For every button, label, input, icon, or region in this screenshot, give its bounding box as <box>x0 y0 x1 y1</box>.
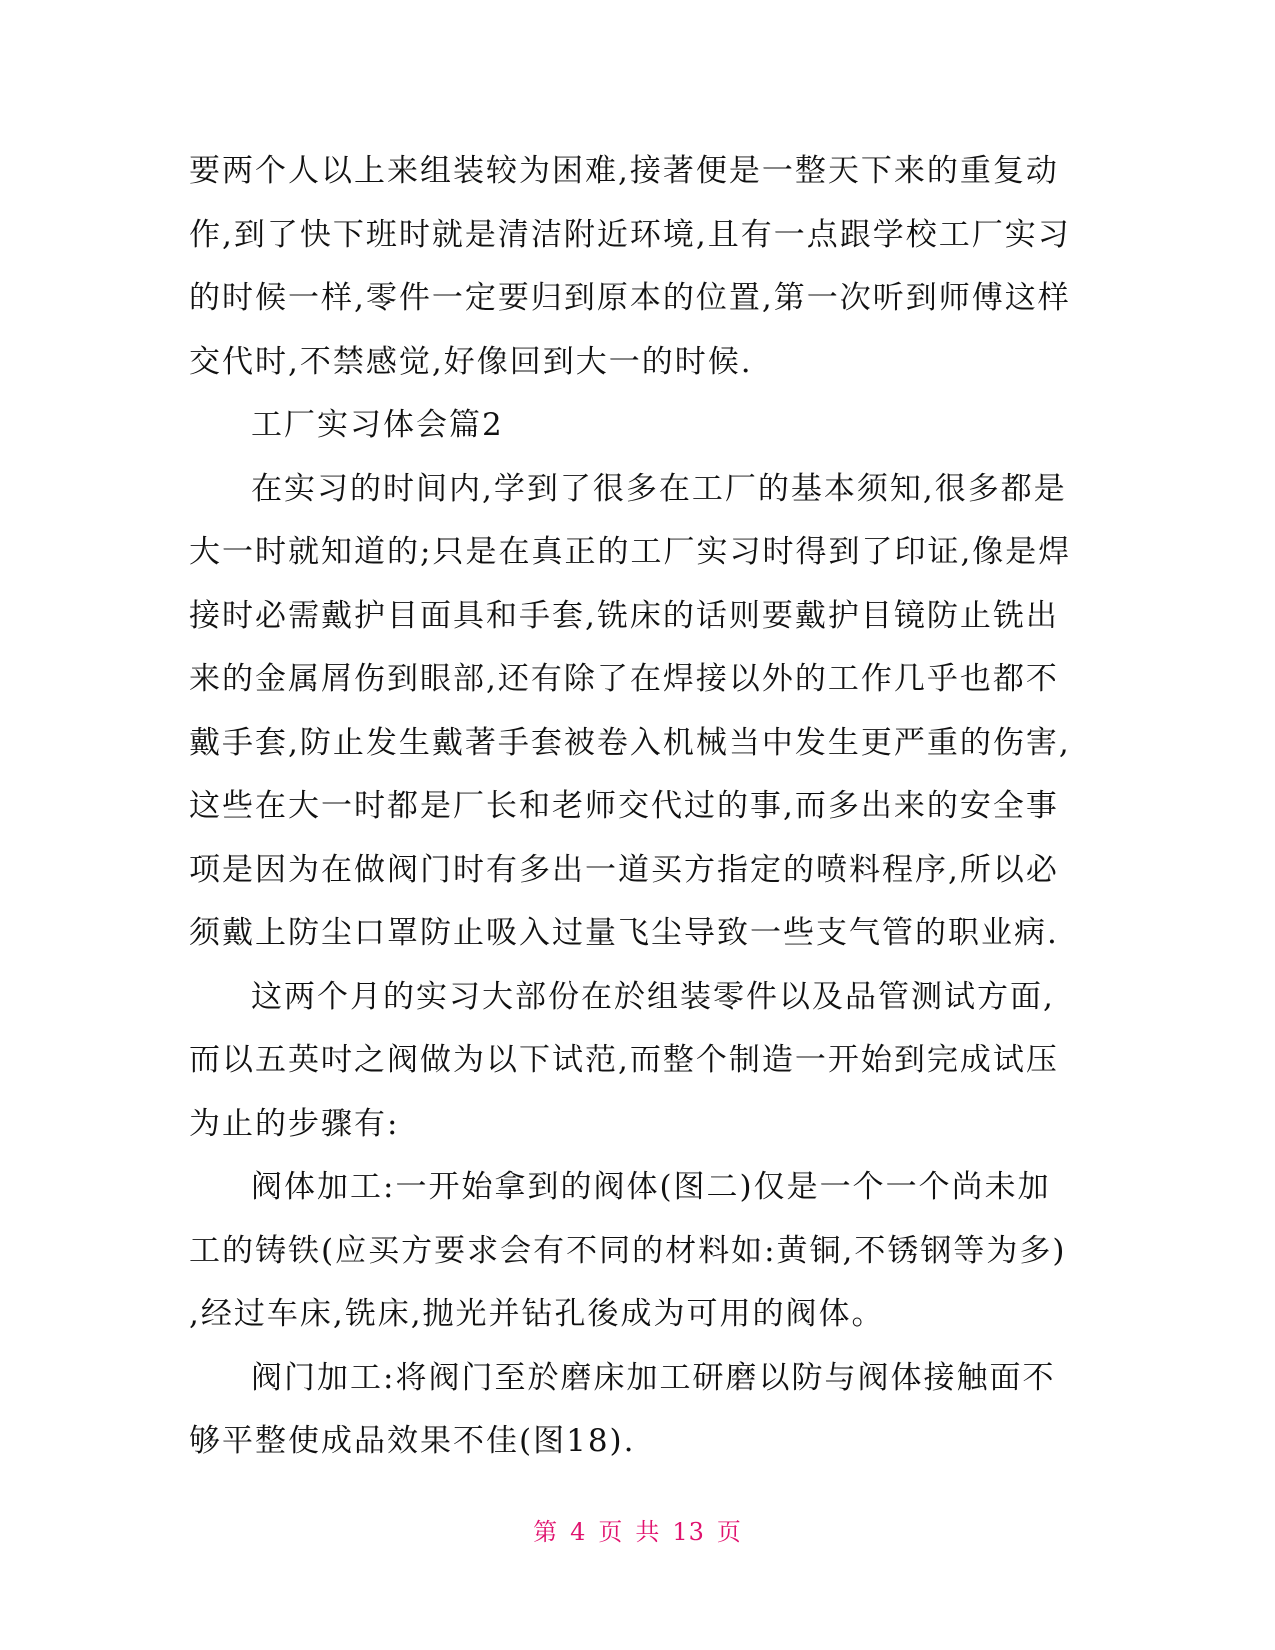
text-line: 大一时就知道的;只是在真正的工厂实习时得到了印证,像是焊 <box>189 534 1072 570</box>
paragraph-start: 在实习的时间内,学到了很多在工厂的基本须知,很多都是 <box>251 470 1067 507</box>
footer-prefix: 第 <box>533 1518 559 1546</box>
text-line: 工的铸铁(应买方要求会有不同的材料如:黄铜,不锈钢等为多) <box>189 1232 1067 1269</box>
body-text <box>189 140 1079 1474</box>
page-footer <box>0 1517 1275 1547</box>
text-line: 作,到了快下班时就是清洁附近环境,且有一点跟学校工厂实习 <box>189 216 1071 253</box>
section-heading: 工厂实习体会篇2 <box>251 407 504 443</box>
text-line: 交代时,不禁感觉,好像回到大一的时候. <box>189 343 753 380</box>
text-line: 戴手套,防止发生戴著手套被卷入机械当中发生更严重的伤害, <box>189 724 1071 761</box>
text-line: 须戴上防尘口罩防止吸入过量飞尘导致一些支气管的职业病. <box>189 915 1059 951</box>
paragraph-start: 阀门加工:将阀门至於磨床加工研磨以防与阀体接触面不 <box>251 1359 1056 1396</box>
footer-total-pages: 13 <box>672 1518 705 1546</box>
text-line: ,经过车床,铣床,抛光并钻孔後成为可用的阀体。 <box>189 1296 885 1332</box>
text-line: 要两个人以上来组装较为困难,接著便是一整天下来的重复动 <box>189 153 1059 189</box>
text-line: 接时必需戴护目面具和手套,铣床的话则要戴护目镜防止铣出 <box>189 597 1059 634</box>
text-line: 的时候一样,零件一定要归到原本的位置,第一次听到师傅这样 <box>189 280 1071 316</box>
paragraph-start: 阀体加工:一开始拿到的阀体(图二)仅是一个一个尚未加 <box>251 1169 1051 1205</box>
footer-page-number: 4 <box>570 1518 587 1546</box>
text-line: 来的金属屑伤到眼部,还有除了在焊接以外的工作几乎也都不 <box>189 661 1059 697</box>
text-line: 够平整使成品效果不佳(图18). <box>189 1423 636 1459</box>
text-line: 而以五英吋之阀做为以下试范,而整个制造一开始到完成试压 <box>189 1042 1059 1078</box>
footer-page-label: 页 <box>598 1518 624 1546</box>
text-line: 项是因为在做阀门时有多出一道买方指定的喷料程序,所以必 <box>189 851 1059 888</box>
paragraph-start: 这两个月的实习大部份在於组装零件以及品管测试方面, <box>251 978 1055 1015</box>
text-line: 这些在大一时都是厂长和老师交代过的事,而多出来的安全事 <box>189 788 1059 824</box>
footer-suffix: 页 <box>716 1518 742 1546</box>
text-line: 为止的步骤有: <box>189 1105 400 1142</box>
footer-total-label: 共 <box>635 1518 661 1546</box>
